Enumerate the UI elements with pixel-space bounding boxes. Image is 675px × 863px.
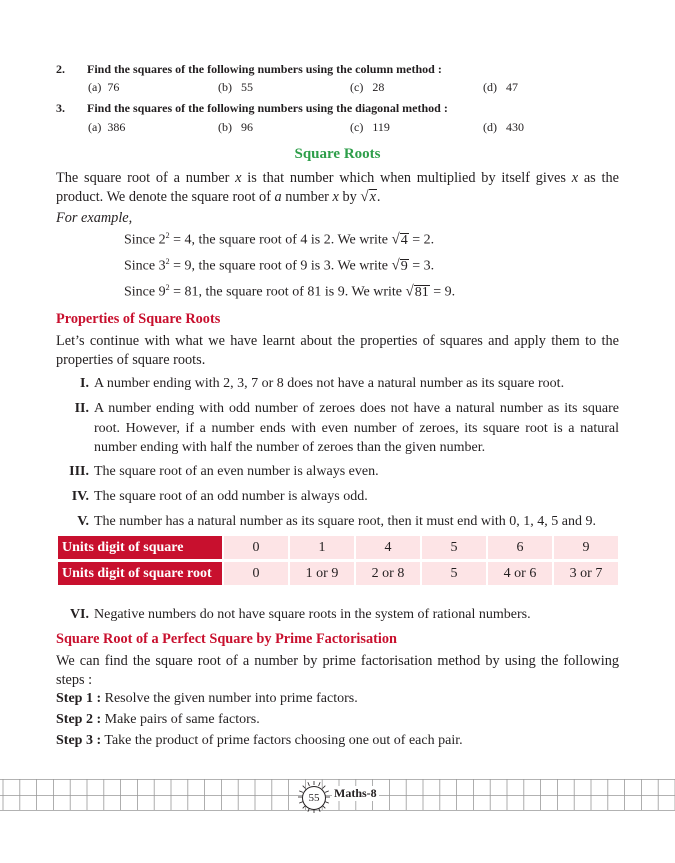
row-header: Units digit of square root [58,562,222,585]
property-item: VI. Negative numbers do not have square roots in the system of rational numbers. [69,607,531,622]
properties-intro: Let’s continue with what we have learnt about the properties of squares and apply them to the properties of square roots. [56,333,619,368]
option: (c) 119 [350,120,390,134]
table-cell: 1 [290,536,354,559]
property-item: V. The number has a natural number as its square root, then it must end with 0, 1, 4, 5 and 9. [77,514,596,529]
option: (d) 430 [483,120,524,134]
example-line: Since $2^2 = 4$, the square root of 4 is 2. We write √4 = 2. [124,231,435,248]
table-cell: 3 or 7 [554,562,618,585]
option: (d) 47 [483,80,518,94]
step-item: Step 1 : Resolve the given number into prime factors. [56,691,358,706]
radical-sign-icon: √ [391,257,400,274]
table-cell: 6 [488,536,552,559]
radical-sign-icon: √ [360,189,369,205]
table-cell: 0 [224,536,288,559]
table-row [58,562,618,585]
for-example-label: For example, [56,210,133,226]
property-item: III. The square root of an even number is always even. [69,464,379,479]
property-item: I. A number ending with 2, 3, 7 or 8 does not have a natural number as its square root. [80,376,565,391]
question-text: Find the squares of the following numbers using the column method : [87,62,442,76]
property-item: II. A number ending with odd number of zeroes does not have a natural number as its square root. However, if a number ends with even number of zeroes, its square root is a natural number ending with half the number of zeroes than the given number. [74,401,619,455]
book-title: Maths-8 [334,786,377,800]
table-cell: 2 or 8 [356,562,420,585]
table-cell: 9 [554,536,618,559]
prime-factorisation-heading: Square Root of a Perfect Square by Prime Factorisation [56,631,397,647]
table-cell: 5 [422,562,486,585]
option: (a) 386 [88,120,126,134]
property-item: IV. The square root of an odd number is always odd. [71,489,368,504]
section-title: Square Roots [294,146,381,162]
table-cell: 5 [422,536,486,559]
units-digit-table [56,533,620,588]
table-cell: 0 [224,562,288,585]
radical-sign-icon: √ [391,231,400,248]
option: (b) 55 [218,80,253,94]
definition-paragraph: The square root of a number x is that number which when multiplied by itself gives x as the product. We denote the square root of a number x by √x. [56,170,619,205]
table-cell: 4 or 6 [488,562,552,585]
example-line: Since $3^2 = 9$, the square root of 9 is 3. We write √9 = 3. [124,257,435,274]
step-item: Step 2 : Make pairs of same factors. [56,712,260,727]
step-item: Step 3 : Take the product of prime factors choosing one out of each pair. [56,733,463,748]
page-number: 55 [302,786,326,810]
example-line: Since $9^2 = 81$, the square root of 81 is 9. We write √81 = 9. [124,283,456,300]
table-row [58,536,618,559]
radical-sign-icon: √ [405,283,414,300]
option: (b) 96 [218,120,253,134]
prime-intro: We can find the square root of a number by prime factorisation method by using the following steps : [56,653,619,688]
table-cell: 1 or 9 [290,562,354,585]
option: (a) 76 [88,80,120,94]
question-text: Find the squares of the following numbers using the diagonal method : [87,101,448,115]
properties-heading: Properties of Square Roots [56,311,221,327]
table-cell: 4 [356,536,420,559]
question-number: 3. [56,101,65,115]
option: (c) 28 [350,80,385,94]
row-header: Units digit of square [58,536,222,559]
question-number: 2. [56,62,65,76]
